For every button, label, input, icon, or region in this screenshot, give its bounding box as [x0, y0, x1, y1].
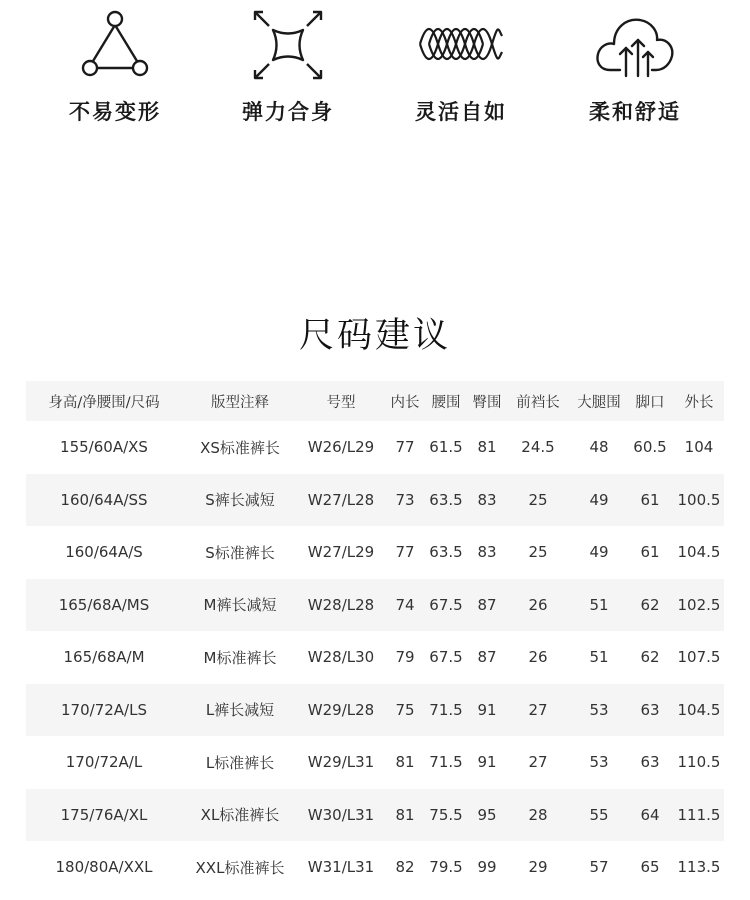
feature-item	[391, 6, 531, 126]
table-cell: 49	[589, 490, 609, 509]
column-header: 脚口	[635, 394, 665, 411]
table-cell: W30/L31	[307, 805, 375, 824]
table-cell: 79.5	[429, 858, 463, 877]
table-cell: 49	[589, 543, 609, 562]
table-cell: 25	[528, 490, 548, 509]
table-cell: 160/64A/SS	[60, 490, 148, 509]
table-cell: 77	[395, 438, 415, 457]
table-cell: 62	[640, 595, 660, 614]
table-cell: XS标准裤长	[200, 438, 280, 457]
table-cell: 63	[640, 700, 660, 719]
table-cell: 26	[528, 595, 548, 614]
table-cell: 71.5	[429, 700, 463, 719]
table-cell: 63	[640, 753, 660, 772]
table-cell: 27	[528, 753, 548, 772]
table-cell: 77	[395, 543, 415, 562]
table-cell: 57	[589, 858, 609, 877]
column-header: 内长	[390, 394, 420, 411]
table-row	[26, 789, 724, 842]
table-cell: 74	[395, 595, 415, 614]
table-cell: 63.5	[429, 490, 463, 509]
table-cell: 64	[640, 805, 660, 824]
feature-label: 灵活自如	[415, 100, 507, 124]
column-header: 身高/净腰围/尺码	[48, 394, 160, 411]
table-cell: 91	[477, 700, 497, 719]
table-cell: 65	[640, 858, 660, 877]
table-cell: XL标准裤长	[200, 806, 280, 825]
table-cell: 81	[395, 805, 415, 824]
table-cell: W31/L31	[307, 858, 375, 877]
table-cell: L标准裤长	[205, 753, 275, 772]
column-header: 腰围	[431, 394, 461, 411]
table-row	[26, 631, 724, 684]
table-cell: S裤长减短	[205, 491, 275, 510]
table-cell: 53	[589, 700, 609, 719]
triangle-nodes-icon	[70, 6, 160, 82]
table-cell: W29/L31	[307, 753, 375, 772]
table-cell: L裤长减短	[205, 701, 275, 720]
wave-weave-icon	[416, 6, 506, 82]
feature-row	[0, 0, 750, 150]
table-cell: 175/76A/XL	[60, 805, 148, 824]
table-cell: 83	[477, 543, 497, 562]
table-cell: W27/L28	[307, 490, 375, 509]
table-row	[26, 474, 724, 527]
table-cell: 165/68A/MS	[58, 595, 150, 614]
column-header: 号型	[326, 394, 356, 411]
table-cell: 48	[589, 438, 609, 457]
feature-label: 不易变形	[69, 100, 161, 124]
table-cell: 87	[477, 595, 497, 614]
table-cell: 155/60A/XS	[60, 438, 148, 457]
table-cell: 110.5	[677, 753, 721, 772]
table-cell: 61	[640, 543, 660, 562]
table-cell: 100.5	[677, 490, 721, 509]
table-cell: M裤长减短	[203, 596, 277, 615]
table-row	[26, 841, 724, 894]
table-row	[26, 421, 724, 474]
size-chart-title: 尺码建议	[298, 316, 451, 356]
table-cell: 61	[640, 490, 660, 509]
table-cell: 55	[589, 805, 609, 824]
table-cell: 29	[528, 858, 548, 877]
table-cell: 104.5	[677, 700, 721, 719]
column-header: 臀围	[472, 394, 502, 411]
table-cell: 60.5	[633, 438, 667, 457]
table-cell: 67.5	[429, 595, 463, 614]
table-cell: 180/80A/XXL	[55, 858, 153, 877]
table-cell: 25	[528, 543, 548, 562]
table-cell: 62	[640, 648, 660, 667]
table-cell: M标准裤长	[203, 648, 277, 667]
table-cell: W28/L30	[307, 648, 375, 667]
table-cell: 27	[528, 700, 548, 719]
table-cell: 75	[395, 700, 415, 719]
table-row	[26, 736, 724, 789]
size-chart-table	[26, 381, 724, 894]
table-cell: W26/L29	[307, 438, 375, 457]
table-cell: 71.5	[429, 753, 463, 772]
table-cell: 67.5	[429, 648, 463, 667]
table-cell: 170/72A/LS	[61, 700, 147, 719]
table-cell: W27/L29	[307, 543, 375, 562]
table-cell: W29/L28	[307, 700, 375, 719]
table-cell: 73	[395, 490, 415, 509]
column-header: 前裆长	[516, 394, 560, 411]
table-cell: 165/68A/M	[63, 648, 145, 667]
table-cell: 81	[395, 753, 415, 772]
table-cell: 104	[684, 438, 714, 457]
feature-item	[218, 6, 358, 126]
cloud-breathable-icon	[590, 6, 680, 82]
table-cell: 53	[589, 753, 609, 772]
table-cell: 26	[528, 648, 548, 667]
table-row	[26, 526, 724, 579]
stretch-square-icon	[243, 6, 333, 82]
table-cell: 82	[395, 858, 415, 877]
feature-item	[45, 6, 185, 126]
table-cell: 107.5	[677, 648, 721, 667]
table-cell: 81	[477, 438, 497, 457]
table-header-row	[26, 381, 724, 421]
table-cell: 95	[477, 805, 497, 824]
table-cell: 28	[528, 805, 548, 824]
table-cell: XXL标准裤长	[195, 858, 285, 877]
table-row	[26, 684, 724, 737]
table-cell: 91	[477, 753, 497, 772]
table-cell: W28/L28	[307, 595, 375, 614]
table-cell: 170/72A/L	[65, 753, 143, 772]
table-cell: 160/64A/S	[65, 543, 143, 562]
table-cell: 79	[395, 648, 415, 667]
table-cell: 99	[477, 858, 497, 877]
table-cell: 87	[477, 648, 497, 667]
column-header: 大腿围	[577, 394, 621, 411]
table-cell: 51	[589, 648, 609, 667]
table-row	[26, 579, 724, 632]
table-cell: 75.5	[429, 805, 463, 824]
table-cell: S标准裤长	[205, 543, 275, 562]
table-cell: 104.5	[677, 543, 721, 562]
feature-item	[565, 6, 705, 126]
table-cell: 51	[589, 595, 609, 614]
table-cell: 111.5	[677, 805, 721, 824]
table-cell: 113.5	[677, 858, 721, 877]
table-cell: 61.5	[429, 438, 463, 457]
table-cell: 83	[477, 490, 497, 509]
feature-label: 柔和舒适	[589, 100, 681, 124]
column-header: 版型注释	[211, 394, 269, 411]
column-header: 外长	[684, 394, 714, 411]
table-cell: 102.5	[677, 595, 721, 614]
table-cell: 63.5	[429, 543, 463, 562]
feature-label: 弹力合身	[242, 100, 334, 124]
table-cell: 24.5	[521, 438, 555, 457]
